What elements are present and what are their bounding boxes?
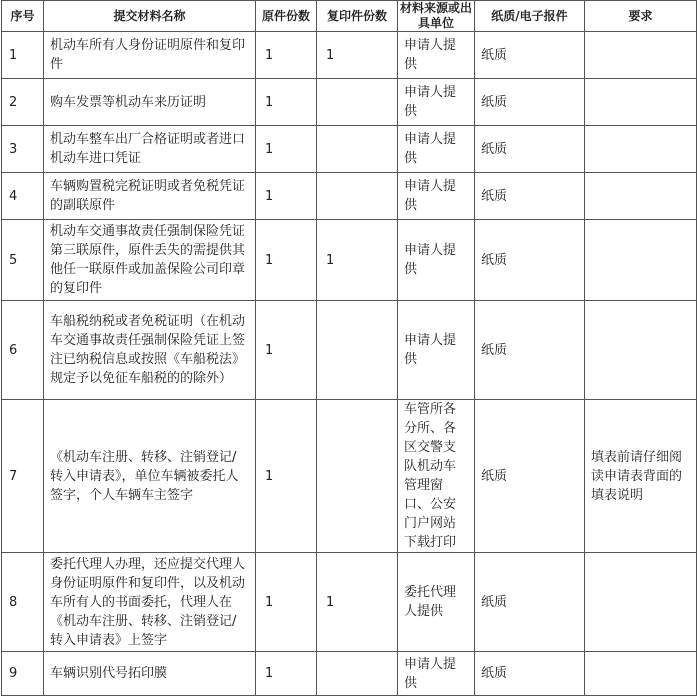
cell-requirement: 填表前请仔细阅读申请表背面的填表说明 — [585, 400, 697, 553]
cell-no: 9 — [2, 652, 44, 696]
header-no: 序号 — [2, 1, 44, 32]
cell-no: 5 — [2, 220, 44, 301]
cell-copy — [317, 400, 398, 553]
cell-type: 纸质 — [475, 400, 585, 553]
cell-no: 2 — [2, 79, 44, 126]
table-row — [2, 173, 697, 220]
table-row — [2, 32, 697, 79]
cell-requirement — [585, 173, 697, 220]
header-original: 原件份数 — [256, 1, 317, 32]
cell-requirement — [585, 126, 697, 173]
table-row — [2, 220, 697, 301]
cell-original: 1 — [256, 79, 317, 126]
cell-source: 申请人提供 — [398, 301, 475, 400]
cell-copy — [317, 126, 398, 173]
cell-type: 纸质 — [475, 301, 585, 400]
cell-original: 1 — [256, 126, 317, 173]
cell-source: 申请人提供 — [398, 79, 475, 126]
cell-type: 纸质 — [475, 126, 585, 173]
table-row — [2, 553, 697, 652]
cell-source: 申请人提供 — [398, 220, 475, 301]
cell-no: 8 — [2, 553, 44, 652]
cell-name: 《机动车注册、转移、注销登记/转入申请表》，单位车辆被委托人签字，个人车辆车主签字 — [44, 400, 256, 553]
cell-copy: 1 — [317, 220, 398, 301]
cell-source: 申请人提供 — [398, 126, 475, 173]
cell-no: 1 — [2, 32, 44, 79]
cell-requirement — [585, 79, 697, 126]
materials-table — [1, 0, 697, 696]
cell-no: 7 — [2, 400, 44, 553]
table-row — [2, 301, 697, 400]
header-copy: 复印件份数 — [317, 1, 398, 32]
cell-source: 车管所各分所、各区交警支队机动车管理窗口、公安门户网站下载打印 — [398, 400, 475, 553]
cell-requirement — [585, 652, 697, 696]
cell-type: 纸质 — [475, 652, 585, 696]
cell-original: 1 — [256, 32, 317, 79]
cell-name: 车辆识别代号拓印膜 — [44, 652, 256, 696]
cell-name: 机动车整车出厂合格证明或者进口机动车进口凭证 — [44, 126, 256, 173]
cell-original: 1 — [256, 652, 317, 696]
header-source: 材料来源或出具单位 — [398, 1, 475, 32]
cell-name: 车船税纳税或者免税证明（在机动车交通事故责任强制保险凭证上签注已纳税信息或按照《车船税法》规定予以免征车船税的的除外） — [44, 301, 256, 400]
cell-requirement — [585, 553, 697, 652]
cell-copy — [317, 301, 398, 400]
cell-copy — [317, 173, 398, 220]
header-type: 纸质/电子报件 — [475, 1, 585, 32]
cell-original: 1 — [256, 173, 317, 220]
cell-copy — [317, 652, 398, 696]
cell-copy: 1 — [317, 553, 398, 652]
cell-no: 4 — [2, 173, 44, 220]
cell-requirement — [585, 32, 697, 79]
header-requirement: 要求 — [585, 1, 697, 32]
table-row — [2, 400, 697, 553]
cell-type: 纸质 — [475, 32, 585, 79]
cell-requirement — [585, 220, 697, 301]
cell-no: 3 — [2, 126, 44, 173]
cell-original: 1 — [256, 400, 317, 553]
cell-no: 6 — [2, 301, 44, 400]
header-row — [2, 1, 697, 32]
header-name: 提交材料名称 — [44, 1, 256, 32]
cell-name: 购车发票等机动车来历证明 — [44, 79, 256, 126]
cell-original: 1 — [256, 301, 317, 400]
cell-type: 纸质 — [475, 79, 585, 126]
cell-source: 委托代理人提供 — [398, 553, 475, 652]
cell-source: 申请人提供 — [398, 652, 475, 696]
cell-type: 纸质 — [475, 553, 585, 652]
cell-name: 机动车交通事故责任强制保险凭证第三联原件，原件丢失的需提供其他任一联原件或加盖保险公司印章的复印件 — [44, 220, 256, 301]
cell-type: 纸质 — [475, 173, 585, 220]
cell-name: 车辆购置税完税证明或者免税凭证的副联原件 — [44, 173, 256, 220]
cell-original: 1 — [256, 553, 317, 652]
table-row — [2, 79, 697, 126]
cell-source: 申请人提供 — [398, 173, 475, 220]
cell-requirement — [585, 301, 697, 400]
table-row — [2, 652, 697, 696]
cell-copy — [317, 79, 398, 126]
cell-source: 申请人提供 — [398, 32, 475, 79]
cell-original: 1 — [256, 220, 317, 301]
table-row — [2, 126, 697, 173]
cell-name: 机动车所有人身份证明原件和复印件 — [44, 32, 256, 79]
cell-copy: 1 — [317, 32, 398, 79]
cell-type: 纸质 — [475, 220, 585, 301]
cell-name: 委托代理人办理，还应提交代理人身份证明原件和复印件，以及机动车所有人的书面委托，代理人在《机动车注册、转移、注销登记/转入申请表》上签字 — [44, 553, 256, 652]
